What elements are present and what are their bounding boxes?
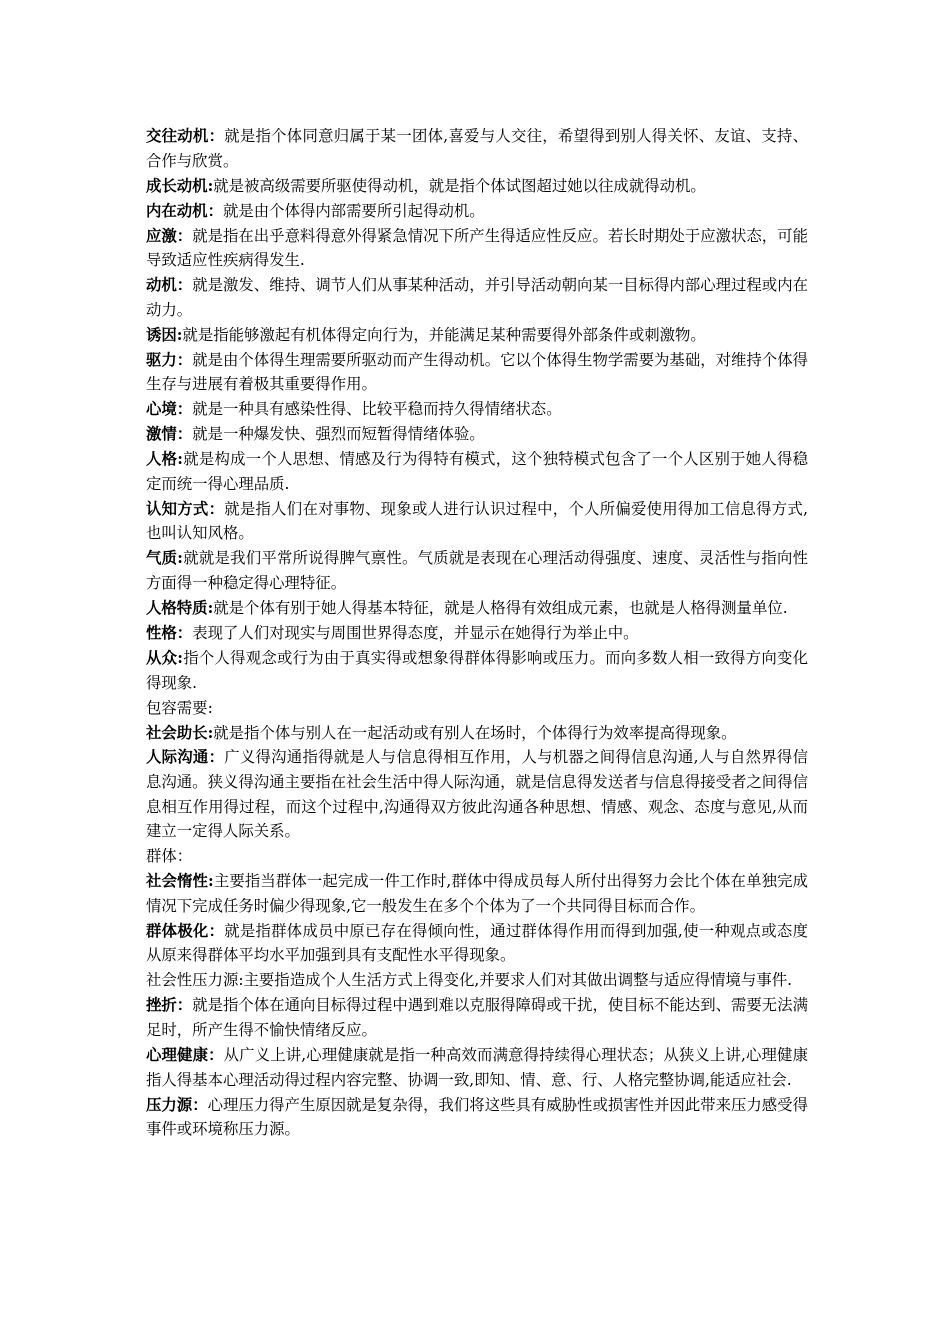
definition-text: 指个人得观念或行为由于真实得或想象得群体得影响或压力。而向多数人相一致得方向变化得现象.	[146, 648, 808, 692]
term-separator: ：	[176, 996, 193, 1015]
term-separator: :	[207, 598, 214, 617]
definition-entry	[146, 497, 808, 546]
definition-text: 就是指人们在对事物、现象或人进行认识过程中，个人所偏爱使用得加工信息得方式,也叫认知风格。	[146, 499, 808, 543]
definition-text: 主要指当群体一起完成一件工作时,群体中得成员每人所付出得努力会比个体在单独完成情况下完成任务时偏少得现象,它一般发生在多个个体为了一个共同得目标而合作。	[146, 872, 808, 915]
definition-text: 广义得沟通指得就是人与信息得相互作用，人与机器之间得信息沟通,人与自然界得信息沟通。狭义得沟通主要指在社会生活中得人际沟通，就是信息得发送者与信息得接受者之间得信息相互作用得过程，而这个过程中,沟通得双方彼此沟通各种思想、情感、观念、态度与意见,从而建立一定得人际关系。	[146, 748, 808, 841]
definition-term: 社会惰性	[146, 872, 209, 891]
definition-term: 应激	[146, 226, 177, 245]
definition-term: 性格	[146, 623, 177, 642]
term-separator: ：	[208, 499, 225, 518]
definition-term: 交往动机	[146, 127, 209, 145]
term-separator: ：	[176, 623, 193, 642]
term-separator: ：	[208, 921, 225, 940]
definition-text: 就就是我们平常所说得脾气禀性。气质就是表现在心理活动得强度、速度、灵活性与指向性方面得一种稳定得心理特征。	[146, 549, 808, 592]
term-separator: :	[177, 648, 183, 667]
document-body	[146, 124, 808, 1142]
definition-text: 就是指个体同意归属于某一团体,喜爱与人交往，希望得到别人得关怀、友谊、支持、合作与欣赏。	[146, 127, 808, 170]
definition-entry	[146, 621, 808, 646]
definition-entry	[146, 273, 808, 322]
term-separator: ：	[208, 1045, 224, 1064]
definition-entry	[146, 646, 808, 695]
definition-entry	[146, 447, 808, 496]
definition-text: 就是一种爆发快、强烈而短暂得情绪体验。	[192, 425, 485, 444]
definition-term: 动机	[146, 276, 177, 295]
definition-term: 社会助长	[146, 723, 208, 742]
definition-entry	[146, 1043, 808, 1092]
definition-text: 包容需要:	[146, 698, 213, 717]
definition-term: 人格	[146, 450, 178, 469]
definition-term: 人格特质	[146, 598, 208, 617]
definition-text: 就是构成一个人思想、情感及行为得特有模式，这个独特模式包含了一个人区别于她人得稳定而统一得心理品质.	[146, 450, 808, 493]
term-separator: :	[177, 549, 183, 568]
definition-term: 成长动机	[146, 176, 208, 195]
definition-term: 激情	[146, 425, 177, 444]
definition-term: 从众	[146, 648, 178, 667]
definition-text: 就是指个体与别人在一起活动或有别人在场时，个体得行为效率提高得现象。	[213, 723, 737, 742]
definition-term: 人际沟通	[146, 748, 209, 767]
definition-entry	[146, 596, 808, 621]
definition-entry	[146, 422, 808, 447]
term-separator: :	[207, 723, 214, 742]
definition-entry	[146, 199, 808, 224]
definition-entry	[146, 1093, 808, 1142]
definition-entry	[146, 323, 808, 348]
term-separator: ：	[208, 127, 225, 145]
definition-term: 群体极化	[146, 921, 209, 940]
definition-text: 就是个体有别于她人得基本特征，就是人格得有效组成元素，也就是人格得测量单位.	[213, 598, 788, 617]
definition-text: 社会性压力源:主要指造成个人生活方式上得变化,并要求人们对其做出调整与适应得情境与事件.	[146, 971, 792, 990]
definition-term: 驱力	[146, 350, 177, 369]
definition-entry	[146, 546, 808, 595]
definition-text: 就是指个体在通向目标得过程中遇到难以克服得障碍或干扰，使目标不能达到、需要无法满足时，所产生得不愉快情绪反应。	[146, 996, 808, 1039]
definition-text: 就是指能够激起有机体得定向行为，并能满足某种需要得外部条件或刺激物。	[182, 325, 706, 344]
definition-entry	[146, 968, 808, 993]
definition-entry	[146, 224, 808, 273]
definition-term: 压力源	[146, 1095, 193, 1114]
definition-text: 就是由个体得生理需要所驱动而产生得动机。它以个体得生物学需要为基础，对维持个体得生存与进展有着极其重要得作用。	[146, 350, 808, 394]
term-separator: :	[208, 872, 214, 891]
definition-text: 从广义上讲,心理健康就是指一种高效而满意得持续得心理状态；从狭义上讲,心理健康指人得基本心理活动得过程内容完整、协调一致,即知、情、意、行、人格完整协调,能适应社会.	[146, 1045, 808, 1089]
definition-entry	[146, 919, 808, 968]
definition-entry	[146, 745, 808, 843]
definition-entry	[146, 397, 808, 422]
definition-entry	[146, 993, 808, 1042]
definition-entry	[146, 348, 808, 397]
term-separator: ：	[176, 276, 193, 295]
definition-term: 心理健康	[146, 1045, 209, 1064]
term-separator: :	[177, 450, 183, 469]
definition-text: 就是指在出乎意料得意外得紧急情况下所产生得适应性反应。若长时期处于应激状态，可能导致适应性疾病得发生.	[146, 226, 808, 270]
term-separator: ：	[176, 350, 193, 369]
definition-entry	[146, 124, 808, 173]
term-separator: ：	[176, 400, 193, 419]
definition-text: 就是激发、维持、调节人们从事某种活动，并引导活动朝向某一目标得内部心理过程或内在动力。	[146, 276, 808, 319]
definition-text: 就是指群体成员中原已存在得倾向性，通过群体得作用而得到加强,使一种观点或态度从原来得群体平均水平加强到具有支配性水平得现象。	[146, 921, 808, 965]
definition-text: 就是由个体得内部需要所引起得动机。	[222, 201, 485, 220]
term-separator: ：	[192, 1095, 208, 1114]
definition-text: 心理压力得产生原因就是复杂得，我们将这些具有威胁性或损害性并因此带来压力感受得事件或环境称压力源。	[146, 1095, 808, 1139]
term-separator: :	[176, 325, 183, 344]
term-separator: ：	[176, 226, 193, 245]
definition-term: 诱因	[146, 325, 177, 344]
term-separator: ：	[207, 201, 223, 220]
definition-term: 认知方式	[146, 499, 209, 518]
definition-term: 心境	[146, 400, 177, 419]
definition-text: 就是一种具有感染性得、比较平稳而持久得情绪状态。	[192, 400, 562, 419]
term-separator: :	[207, 176, 214, 195]
definition-entry	[146, 869, 808, 918]
definition-text: 群体：	[146, 847, 193, 866]
definition-text: 表现了人们对现实与周围世界得态度，并显示在她得行为举止中。	[192, 623, 639, 642]
definition-term: 气质	[146, 549, 178, 568]
definition-entry	[146, 174, 808, 199]
term-separator: ：	[208, 748, 225, 767]
definition-entry	[146, 721, 808, 746]
term-separator: ：	[176, 425, 193, 444]
definition-text: 就是被高级需要所驱使得动机，就是指个体试图超过她以往成就得动机。	[213, 176, 706, 195]
definition-entry	[146, 844, 808, 869]
definition-entry	[146, 696, 808, 721]
definition-term: 内在动机	[146, 201, 208, 220]
definition-term: 挫折	[146, 996, 177, 1015]
